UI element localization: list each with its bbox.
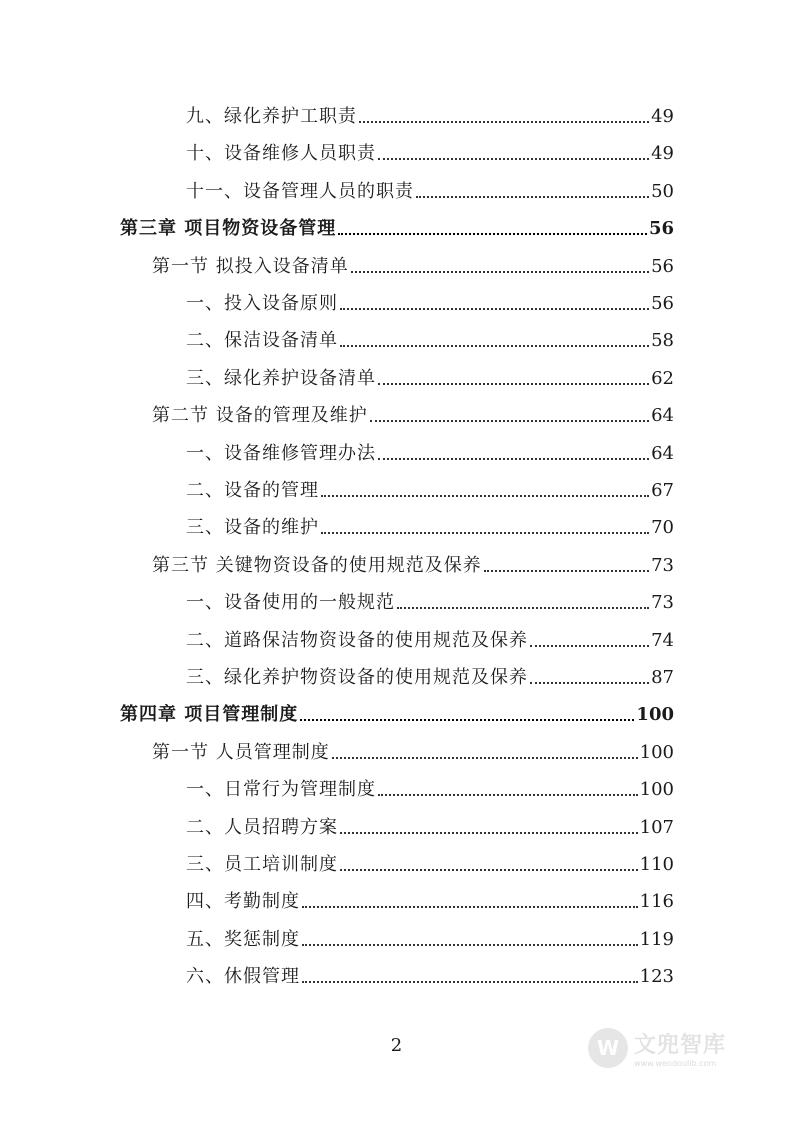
toc-leader-dots [370,420,649,422]
toc-leader-dots [300,719,634,721]
toc-leader-dots [378,383,649,385]
toc-entry-page: 100 [639,779,674,801]
toc-entry-title: 三、设备的维护 [186,517,319,539]
toc-item-row[interactable] [186,771,674,801]
toc-section-row[interactable] [152,397,674,427]
toc-entry-page: 87 [651,667,674,688]
toc-entry-title: 四、考勤制度 [186,891,300,913]
page-number: 2 [390,1035,403,1056]
toc-entry-title: 二、道路保洁物资设备的使用规范及保养 [186,629,528,651]
toc-item-row[interactable] [186,584,674,614]
toc-entry-title: 第三章 项目物资设备管理 [120,218,337,240]
watermark-url: www.wendoulib.com [634,1059,717,1068]
toc-leader-dots [340,869,638,871]
toc-leader-dots [340,832,638,834]
toc-item-row[interactable] [186,435,674,465]
toc-entry-title: 三、绿化养护设备清单 [186,367,376,389]
toc-item-row[interactable] [186,173,674,203]
toc-entry-title: 第一节 拟投入设备清单 [152,255,349,277]
toc-entry-title: 二、设备的管理 [186,480,319,501]
toc-entry-title: 一、设备使用的一般规范 [186,592,395,614]
toc-entry-page: 123 [639,966,674,988]
toc-entry-title: 一、投入设备原则 [186,293,338,314]
toc-entry-page: 56 [648,218,674,240]
toc-leader-dots [397,607,649,609]
toc-leader-dots [378,458,649,460]
toc-entry-title: 六、休假管理 [186,966,300,988]
toc-item-row[interactable] [186,322,674,352]
toc-item-row[interactable] [186,921,674,951]
toc-entry-title: 第二节 设备的管理及维护 [152,405,368,427]
toc-leader-dots [321,532,649,534]
toc-leader-dots [416,196,649,198]
toc-entry-page: 49 [651,143,674,165]
toc-item-row[interactable] [186,846,674,876]
toc-item-row[interactable] [186,509,674,539]
toc-entry-page: 73 [651,592,674,614]
toc-entry-page: 100 [639,741,674,763]
toc-entry-title: 二、保洁设备清单 [186,330,338,352]
toc-entry-page: 62 [651,367,674,389]
toc-entry-title: 二、人员招聘方案 [186,816,338,838]
toc-leader-dots [332,757,638,759]
toc-leader-dots [340,308,649,310]
toc-chapter-row[interactable] [120,696,674,726]
toc-entry-title: 一、设备维修管理办法 [186,442,376,464]
toc-item-row[interactable] [186,809,674,839]
toc-leader-dots [302,906,638,908]
toc-entry-title: 十、设备维修人员职责 [186,143,376,165]
toc-section-row[interactable] [152,248,674,278]
toc-entry-page: 110 [639,854,674,875]
toc-item-row[interactable] [186,135,674,165]
toc-entry-page: 70 [651,517,674,539]
toc-entry-title: 一、日常行为管理制度 [186,779,376,801]
toc-section-row[interactable] [152,547,674,577]
toc-entry-title: 五、奖惩制度 [186,928,300,950]
toc-item-row[interactable] [186,622,674,652]
toc-chapter-row[interactable] [120,210,674,240]
toc-leader-dots [359,121,649,123]
toc-item-row[interactable] [186,659,674,689]
toc-entry-page: 73 [651,554,674,576]
toc-item-row[interactable] [186,285,674,315]
toc-entry-title: 九、绿化养护工职责 [186,106,357,127]
toc-entry-page: 116 [639,891,674,913]
toc-entry-page: 64 [651,442,674,464]
toc-entry-title: 三、绿化养护物资设备的使用规范及保养 [186,667,528,688]
toc-entry-page: 64 [651,405,674,427]
watermark-logo-icon: W [588,1028,628,1068]
toc-entry-page: 67 [651,480,674,501]
toc-leader-dots [378,794,638,796]
toc-leader-dots [484,570,649,572]
toc-item-row[interactable] [186,472,674,502]
toc-entry-title: 三、员工培训制度 [186,854,338,875]
toc-item-row[interactable] [186,98,674,128]
toc-leader-dots [302,981,638,983]
toc-leader-dots [530,682,649,684]
toc-entry-title: 第一节 人员管理制度 [152,741,330,763]
toc-item-row[interactable] [186,958,674,988]
toc-entry-page: 119 [639,928,674,950]
toc-entry-page: 56 [651,255,674,277]
toc-leader-dots [351,271,649,273]
toc-leader-dots [321,495,649,497]
toc-leader-dots [338,233,647,235]
toc-entry-page: 107 [639,816,674,838]
toc-entry-page: 100 [636,704,674,726]
toc-entry-title: 第四章 项目管理制度 [120,704,299,726]
watermark [588,1020,748,1076]
toc-entry-title: 十一、设备管理人员的职责 [186,180,414,202]
toc-entry-page: 50 [651,180,674,202]
toc-leader-dots [340,345,649,347]
toc-entry-page: 58 [651,330,674,352]
toc-entry-page: 56 [651,293,674,314]
toc-leader-dots [302,944,638,946]
toc-entry-page: 49 [651,106,674,127]
watermark-brand: 文兜智库 [634,1033,727,1058]
toc-item-row[interactable] [186,360,674,390]
toc-leader-dots [378,158,649,160]
toc-entry-page: 74 [651,629,674,651]
toc-entry-title: 第三节 关键物资设备的使用规范及保养 [152,554,482,576]
toc-leader-dots [530,645,649,647]
toc-section-row[interactable] [152,734,674,764]
toc-item-row[interactable] [186,883,674,913]
